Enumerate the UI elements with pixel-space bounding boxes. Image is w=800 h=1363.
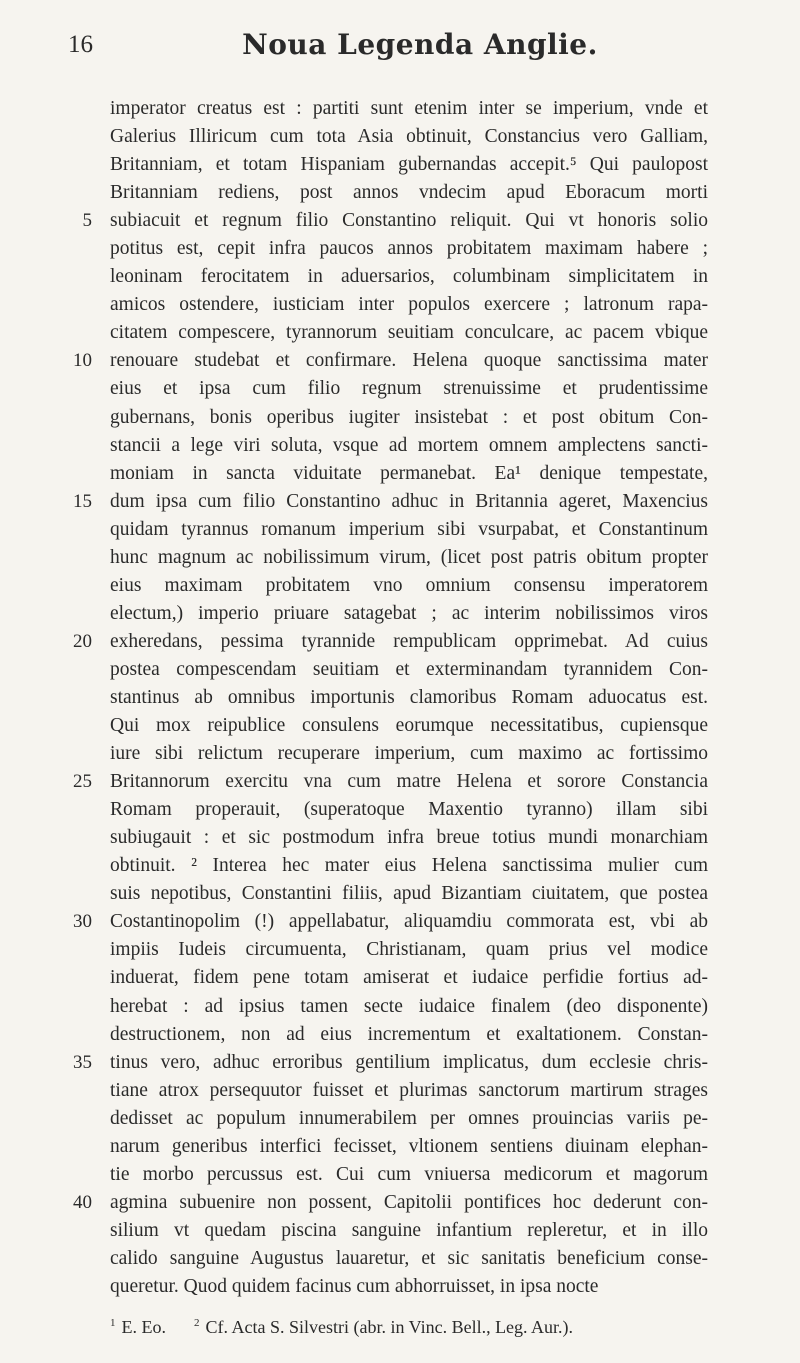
- line-text: hunc magnum ac nobilissimum virum, (licet post patris obitum propter: [110, 546, 708, 568]
- text-line: [110, 1245, 708, 1273]
- line-number: 15: [73, 490, 92, 512]
- line-text: subiacuit et regnum filio Constantino reliquit. Qui vt honoris solio: [110, 210, 708, 232]
- text-line: [110, 656, 708, 684]
- text-line: [110, 740, 708, 768]
- line-text: Britannorum exercitu vna cum matre Helena et sorore Constancia: [110, 771, 708, 793]
- text-line: [110, 993, 708, 1021]
- line-text: eius et ipsa cum filio regnum strenuissime et prudentissime: [110, 378, 708, 400]
- line-number: 10: [73, 350, 92, 372]
- text-line: [110, 544, 708, 572]
- text-line: [110, 263, 708, 291]
- text-line: [110, 123, 708, 151]
- line-text: queretur. Quod quidem facinus cum abhorruisset, in ipsa nocte: [110, 1275, 599, 1297]
- running-title: Noua Legenda Anglie.: [242, 28, 598, 61]
- line-text: eius maximam probitatem vno omnium consensu imperatorem: [110, 574, 708, 596]
- text-line: [110, 291, 708, 319]
- line-text: Britanniam rediens, post annos vndecim apud Eboracum morti: [110, 182, 708, 204]
- text-line: [110, 684, 708, 712]
- line-text: silium vt quedam piscina sanguine infantium repleretur, et in illo: [110, 1219, 708, 1241]
- line-text: calido sanguine Augustus lauaretur, et sic sanitatis beneficium conse-: [110, 1247, 708, 1269]
- line-number: 25: [73, 771, 92, 793]
- text-line: [73, 1049, 708, 1077]
- line-text: gubernans, bonis operibus iugiter insistebat : et post obitum Con-: [110, 406, 708, 428]
- line-text: citatem compescere, tyrannorum seuitiam conculcare, ac pacem vbique: [110, 322, 708, 344]
- footnote-text: E. Eo.: [121, 1317, 166, 1337]
- line-text: postea compescendam seuitiam et exterminandam tyrannidem Con-: [110, 658, 708, 680]
- footnotes: [110, 1311, 710, 1339]
- line-number: 5: [82, 210, 92, 232]
- text-line: [110, 1133, 708, 1161]
- line-text: suis nepotibus, Constantini filiis, apud Bizantiam ciuitatem, que postea: [110, 883, 708, 905]
- line-text: leoninam ferocitatem in aduersarios, columbinam simplicitatem in: [110, 266, 708, 288]
- line-text: moniam in sancta viduitate permanebat. Ea¹ denique tempestate,: [110, 462, 708, 484]
- line-number: 20: [73, 630, 92, 652]
- footnote: [194, 1311, 573, 1339]
- text-line: [110, 460, 708, 488]
- text-line: [110, 1273, 708, 1301]
- text-line: [110, 375, 708, 403]
- text-line: [110, 824, 708, 852]
- text-line: [73, 1189, 708, 1217]
- text-line: [110, 880, 708, 908]
- line-text: tinus vero, adhuc erroribus gentilium implicatus, dum ecclesie chris-: [110, 1051, 708, 1073]
- text-line: [82, 207, 708, 235]
- text-line: [110, 95, 708, 123]
- line-text: Qui mox reipublice consulens eorumque necessitatibus, cupiensque: [110, 715, 708, 737]
- text-line: [110, 1217, 708, 1245]
- line-number: 40: [73, 1191, 92, 1213]
- text-line: [110, 712, 708, 740]
- line-text: Costantinopolim (!) appellabatur, aliquamdiu commorata est, vbi ab: [110, 911, 708, 933]
- text-line: [73, 488, 708, 516]
- line-text: potitus est, cepit infra paucos annos probitatem maximam habere ;: [110, 238, 708, 260]
- footnote-mark: 1: [110, 1317, 116, 1329]
- line-text: stantinus ab omnibus importunis clamoribus Romam aduocatus est.: [110, 686, 708, 708]
- line-text: agmina subuenire non possent, Capitolii pontifices hoc dederunt con-: [110, 1191, 708, 1213]
- text-line: [110, 1105, 708, 1133]
- line-text: induerat, fidem pene totam amiserat et iudaice perfidie fortius ad-: [110, 967, 708, 989]
- line-text: quidam tyrannus romanum imperium sibi vsurpabat, et Constantinum: [110, 518, 708, 540]
- line-text: iure sibi relictum recuperare imperium, cum maximo ac fortissimo: [110, 743, 708, 765]
- line-text: stancii a lege viri soluta, vsque ad mortem omnem amplectens sancti-: [110, 434, 708, 456]
- text-line: [110, 516, 708, 544]
- line-text: destructionem, non ad eius incrementum et exaltationem. Constan-: [110, 1023, 708, 1045]
- line-text: narum generibus interfici fecisset, vltionem sentiens diuinam elephan-: [110, 1135, 708, 1157]
- line-text: impiis Iudeis circumuenta, Christianam, quam prius vel modice: [110, 939, 708, 961]
- text-line: [110, 235, 708, 263]
- line-text: electum,) imperio priuare satagebat ; ac interim nobilissimos viros: [110, 602, 708, 624]
- line-number: 30: [73, 911, 92, 933]
- text-line: [110, 852, 708, 880]
- text-line: [73, 768, 708, 796]
- text-line: [110, 1021, 708, 1049]
- line-text: Britanniam, et totam Hispaniam gubernandas accepit.⁵ Qui paulopost: [110, 154, 708, 176]
- text-line: [110, 600, 708, 628]
- text-line: [110, 1077, 708, 1105]
- text-line: [110, 404, 708, 432]
- line-text: imperator creatus est : partiti sunt etenim inter se imperium, vnde et: [110, 98, 708, 119]
- line-text: tie morbo percussus est. Cui cum vniuersa medicorum et magorum: [110, 1163, 708, 1185]
- line-text: tiane atrox persequutor fuisset et plurimas sanctorum martirum strages: [110, 1079, 708, 1101]
- text-line: [73, 347, 708, 375]
- footnote: [110, 1311, 166, 1339]
- line-text: obtinuit. ² Interea hec mater eius Helena sanctissima mulier cum: [110, 855, 708, 877]
- line-text: dum ipsa cum filio Constantino adhuc in Britannia ageret, Maxencius: [110, 490, 708, 512]
- text-line: [110, 572, 708, 600]
- text-line: [73, 908, 708, 936]
- text-line: [110, 964, 708, 992]
- text-line: [110, 151, 708, 179]
- line-text: dedisset ac populum innumerabilem per omnes prouincias variis pe-: [110, 1107, 708, 1129]
- text-line: [110, 432, 708, 460]
- footnote-text: Cf. Acta S. Silvestri (abr. in Vinc. Bell., Leg. Aur.).: [205, 1317, 574, 1337]
- line-number: 35: [73, 1051, 92, 1073]
- line-text: amicos ostendere, iusticiam inter populos exercere ; latronum rapa-: [110, 294, 708, 316]
- footnote-mark: 2: [194, 1317, 200, 1329]
- line-text: renouare studebat et confirmare. Helena quoque sanctissima mater: [110, 350, 708, 372]
- text-line: [73, 628, 708, 656]
- text-line: [110, 796, 708, 824]
- text-line: [110, 179, 708, 207]
- page-number: 16: [68, 31, 93, 58]
- text-line: [110, 319, 708, 347]
- body-text: [73, 95, 708, 1301]
- line-text: subiugauit : et sic postmodum infra breue totius mundi monarchiam: [110, 827, 708, 849]
- line-text: exheredans, pessima tyrannide rempublicam opprimebat. Ad cuius: [110, 630, 708, 652]
- text-line: [110, 1161, 708, 1189]
- text-line: [110, 936, 708, 964]
- line-text: Romam properauit, (superatoque Maxentio tyranno) illam sibi: [110, 799, 708, 821]
- line-text: Galerius Illiricum cum tota Asia obtinuit, Constancius vero Galliam,: [110, 126, 708, 148]
- line-text: herebat : ad ipsius tamen secte iudaice finalem (deo disponente): [110, 995, 708, 1017]
